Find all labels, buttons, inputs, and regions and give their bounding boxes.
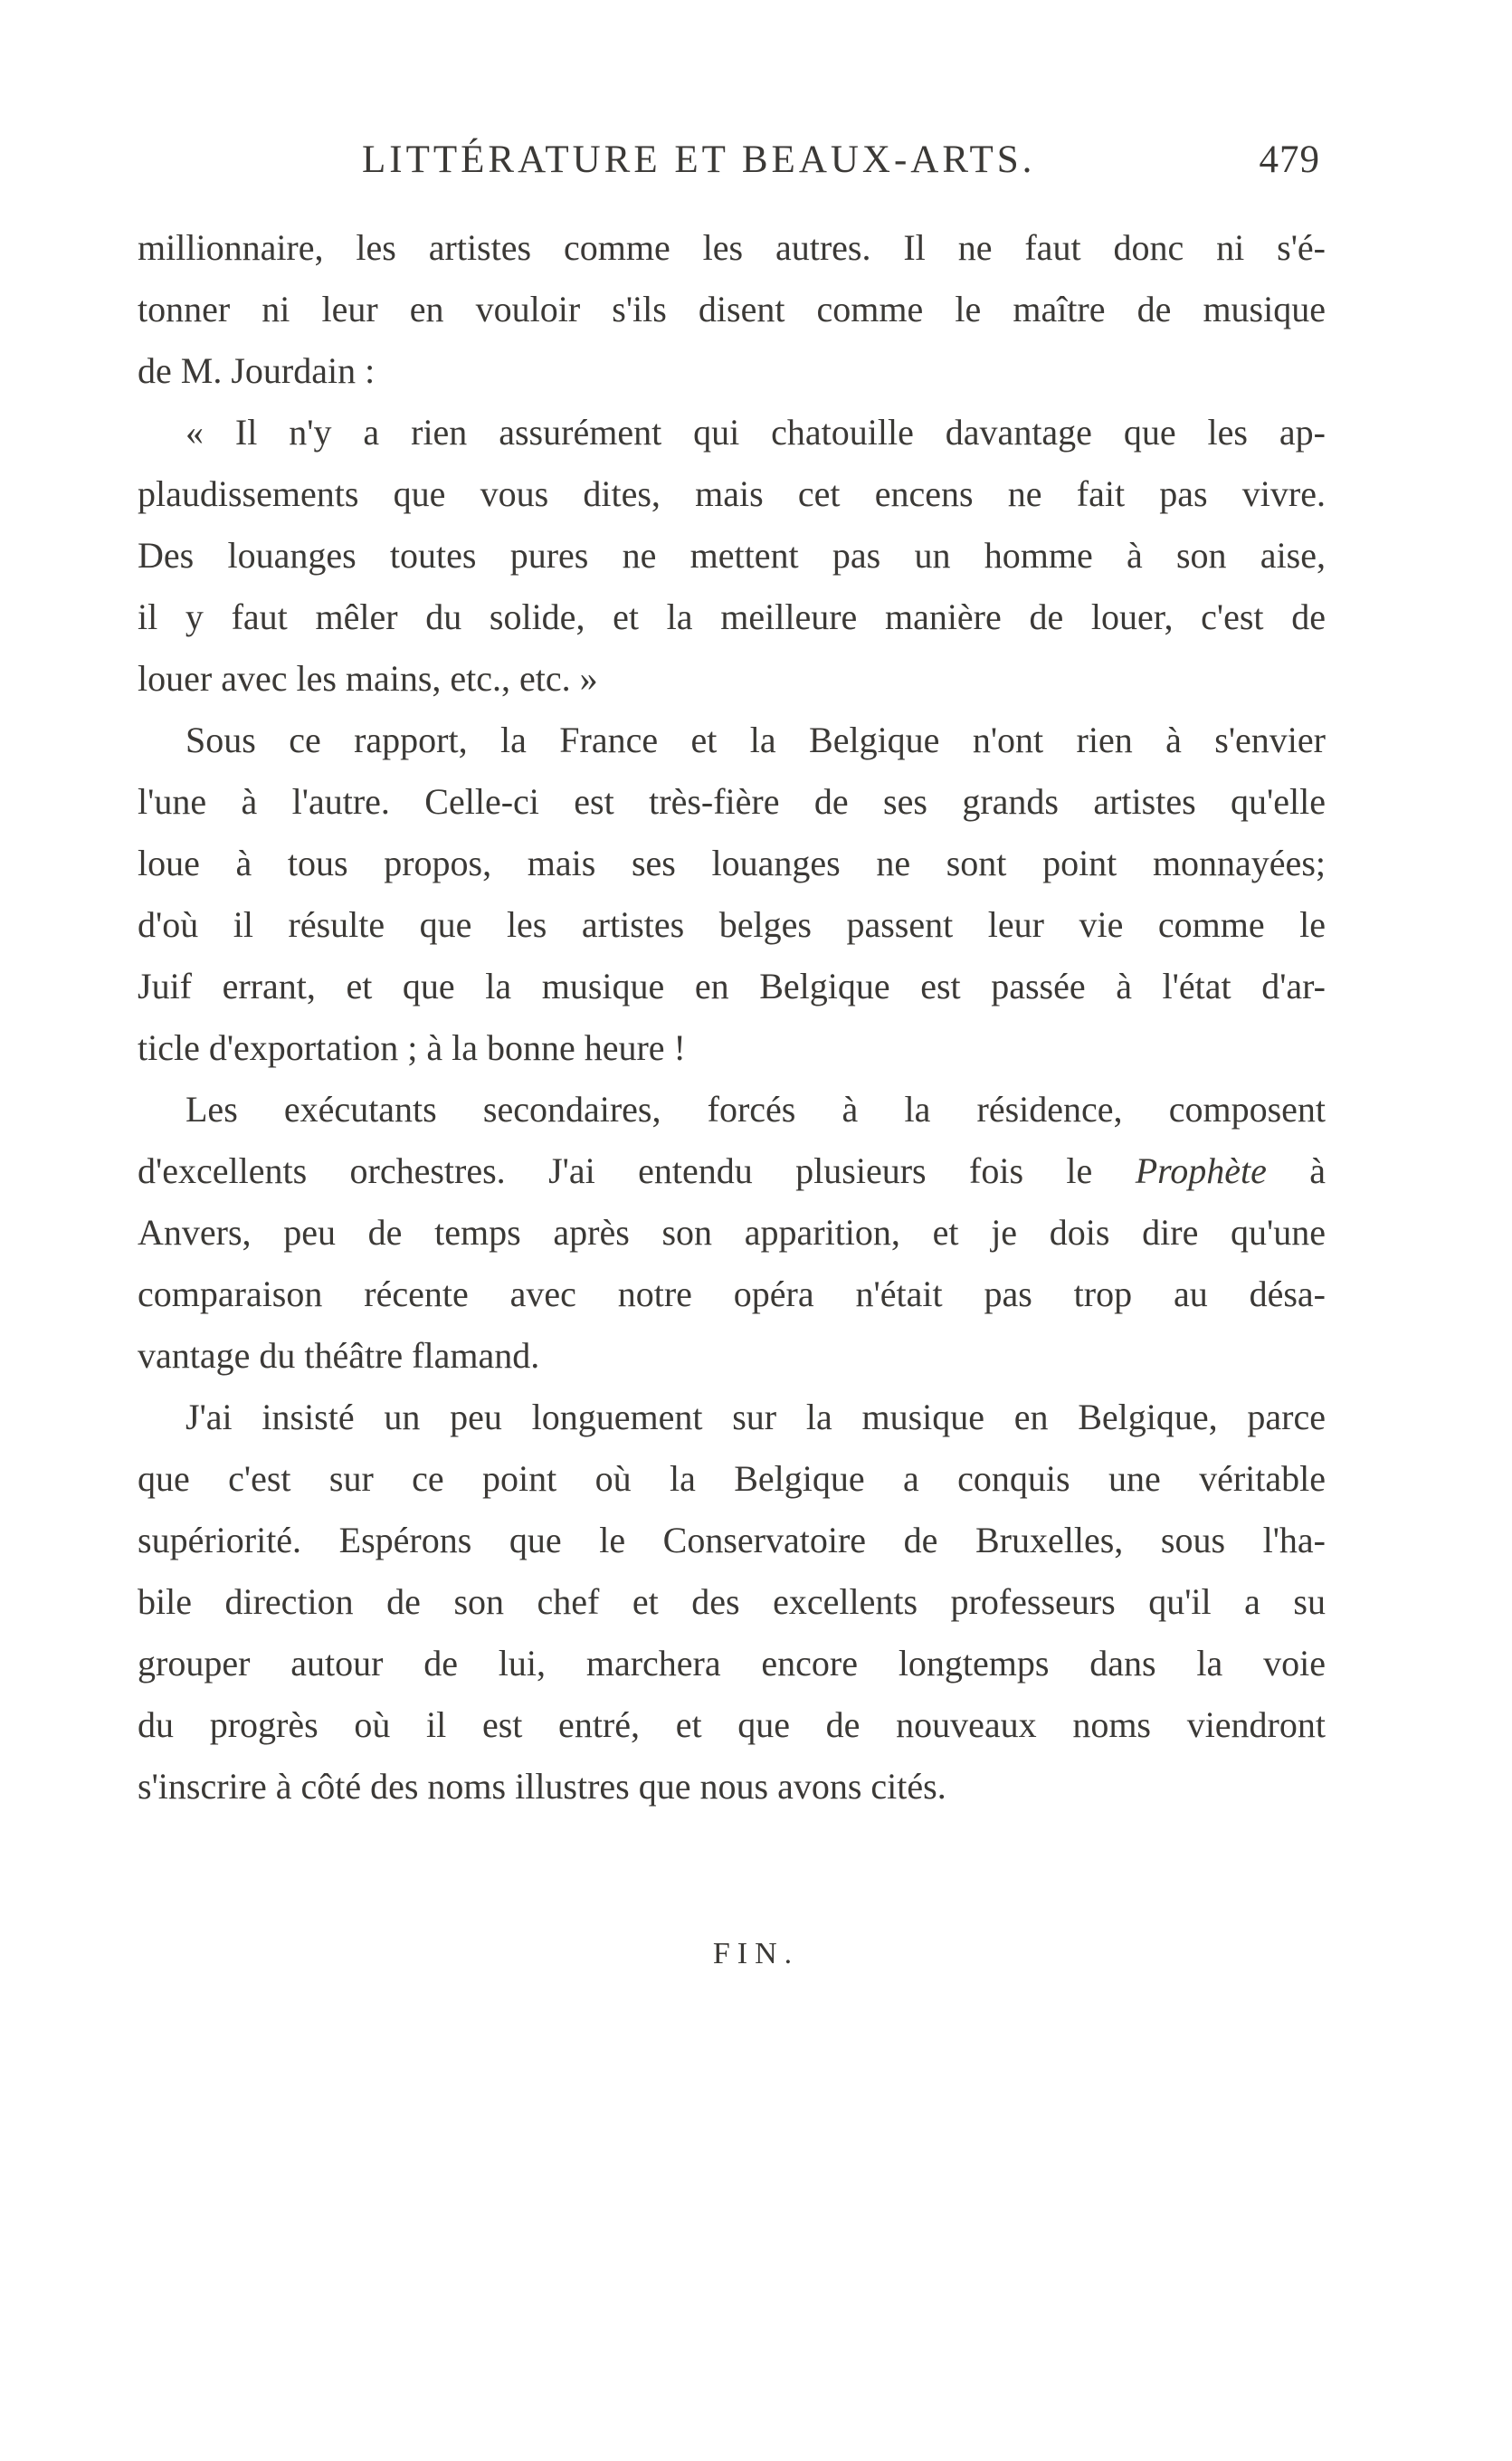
text-line: de M. Jourdain : [138, 350, 376, 391]
running-title: LITTÉRATURE ET BEAUX-ARTS. [362, 138, 1036, 181]
text-line: bile direction de son chef et des excellents professeurs qu'il a su [138, 1581, 1326, 1622]
text-line: ticle d'exportation ; à la bonne heure ! [138, 1027, 686, 1068]
end-mark: FIN. [712, 1937, 800, 1970]
text-line: d'où il résulte que les artistes belges passent leur vie comme le [138, 904, 1326, 945]
text-segment: d'excellents orchestres. J'ai entendu plusieurs fois le [138, 1150, 1136, 1191]
paragraph-start-line: Les exécutants secondaires, forcés à la résidence, composent [185, 1089, 1326, 1130]
text-line: Des louanges toutes pures ne mettent pas un homme à son aise, [138, 535, 1326, 576]
text-line: millionnaire, les artistes comme les autres. Il ne faut donc ni s'é- [138, 227, 1326, 268]
text-line: Juif errant, et que la musique en Belgique est passée à l'état d'ar- [138, 966, 1326, 1006]
text-line: s'inscrire à côté des noms illustres que nous avons cités. [138, 1766, 946, 1807]
running-head [136, 138, 1326, 188]
quotation-start-line: « Il n'y a rien assurément qui chatouille davantage que les ap- [185, 412, 1326, 453]
text-line: du progrès où il est entré, et que de nouveaux noms viendront [138, 1704, 1326, 1745]
text-line: comparaison récente avec notre opéra n'était pas trop au désa- [138, 1273, 1326, 1314]
body-text [138, 217, 1326, 1817]
text-line [138, 1140, 1326, 1202]
text-line: Anvers, peu de temps après son apparition, et je dois dire qu'une [138, 1212, 1326, 1253]
text-line: l'une à l'autre. Celle-ci est très-fière de ses grands artistes qu'elle [138, 781, 1326, 822]
paragraph-start-line: Sous ce rapport, la France et la Belgique n'ont rien à s'envier [185, 720, 1326, 760]
text-line: tonner ni leur en vouloir s'ils disent comme le maître de musique [138, 289, 1326, 329]
text-line: vantage du théâtre flamand. [138, 1335, 540, 1376]
page-number: 479 [1259, 138, 1320, 181]
text-line: grouper autour de lui, marchera encore longtemps dans la voie [138, 1643, 1326, 1684]
italic-opera-title: Prophète [1135, 1150, 1267, 1191]
text-line: supériorité. Espérons que le Conservatoire de Bruxelles, sous l'ha- [138, 1520, 1326, 1560]
text-line: que c'est sur ce point où la Belgique a conquis une véritable [138, 1458, 1326, 1499]
text-line: il y faut mêler du solide, et la meilleure manière de louer, c'est de [138, 596, 1326, 637]
paragraph-start-line: J'ai insisté un peu longuement sur la musique en Belgique, parce [185, 1397, 1326, 1437]
text-segment: à [1266, 1150, 1326, 1191]
text-line: loue à tous propos, mais ses louanges ne sont point monnayées; [138, 843, 1326, 883]
text-line: plaudissements que vous dites, mais cet encens ne fait pas vivre. [138, 473, 1326, 514]
text-line: louer avec les mains, etc., etc. » [138, 658, 598, 699]
